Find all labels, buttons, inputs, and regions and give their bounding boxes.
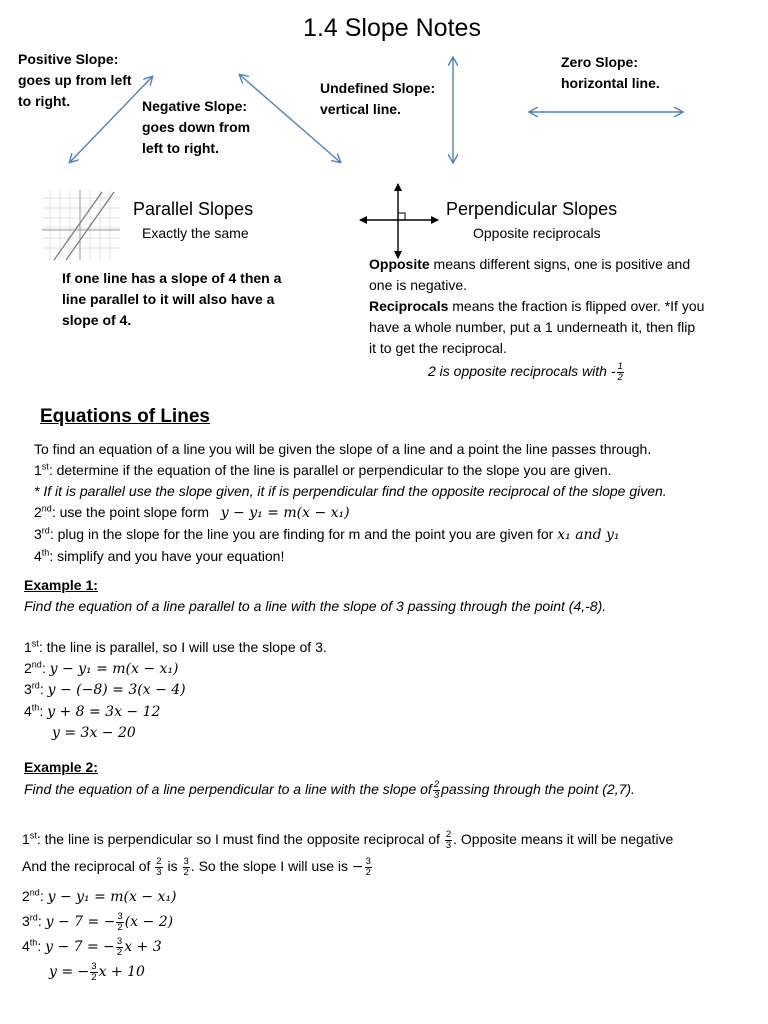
- positive-slope-note: Positive Slope: goes up from left to right.: [18, 51, 132, 109]
- example2-heading: Example 2:: [24, 759, 98, 775]
- perpendicular-lines-icon: [356, 180, 442, 262]
- perpendicular-explanation: Opposite means different signs, one is positive and one is negative. Reciprocals means the fraction is flipped over. *If you have a whole number, put a 1 underneath it, then flip it to get the reciprocal.: [369, 256, 705, 356]
- parallel-heading: Parallel Slopes: [133, 199, 254, 219]
- example2-steps: 2nd: y − y₁ = m(x − x₁) 3rd: y − 7 = − $\frac{3}{2}$ (x − 2) 4th: y − 7 = − $\frac{3}{2}$ x + 3 y = − $\frac{3}{2}$ x + 10: [22, 887, 177, 983]
- parallel-lines-graph-icon: [42, 190, 122, 262]
- example1-prompt: Find the equation of a line parallel to a line with the slope of 3 passing through the point (4,-8).: [24, 598, 607, 614]
- perpendicular-heading: Perpendicular Slopes: [446, 199, 618, 219]
- equations-heading: Equations of Lines: [40, 406, 210, 427]
- equations-steps: To find an equation of a line you will be given the slope of a line and a point the line passes through. 1st: determine if the equation of the line is parallel or perpendicular to the slope you are given. * If it is parallel use the slope given, it if is perpendicular find the opposite reciprocal of the slope given. 2nd: use the point slope form y − y₁ = m(x − x₁) 3rd: plug in the slope for the line you are finding for m and the point you are given for x₁ and y₁ 4th: simplify and you have your equation!: [34, 441, 667, 564]
- fraction-one-half: $\frac{1}{2}$: [617, 360, 623, 383]
- negative-slope-note: Negative Slope: goes down from left to right.: [142, 98, 251, 156]
- parallel-subheading: Exactly the same: [142, 225, 249, 241]
- undefined-slope-note: Undefined Slope: vertical line.: [320, 80, 436, 117]
- example1-heading: Example 1:: [24, 577, 98, 593]
- zero-slope-note: Zero Slope: horizontal line.: [561, 54, 660, 91]
- point-slope-formula: y − y₁ = m(x − x₁): [220, 505, 350, 521]
- example1-solution: 1st: the line is parallel, so I will use the slope of 3. 2nd: y − y₁ = m(x − x₁) 3rd: y − (−8) = 3(x − 4) 4th: y + 8 = 3x − 12 y = 3x − 20: [24, 638, 327, 741]
- perpendicular-example: 2 is opposite reciprocals with - $\frac{1}{2}$: [428, 360, 623, 383]
- example2-prompt: Find the equation of a line perpendicular to a line with the slope of $\frac{2}{3}$ passing through the point (2,7).: [24, 778, 635, 801]
- parallel-explanation: If one line has a slope of 4 then a line parallel to it will also have a slope of 4.: [62, 270, 282, 328]
- perpendicular-subheading: Opposite reciprocals: [473, 225, 601, 241]
- example2-solution: 1st: the line is perpendicular so I must find the opposite reciprocal of $\frac{2}{3}$ . Opposite means it will be negative And the reciprocal of $\frac{2}{3}$ is $\frac{3}{2}$ . So the slope I will use is − $\frac{3}{2}$: [22, 828, 674, 878]
- page-title: 1.4 Slope Notes: [303, 14, 481, 42]
